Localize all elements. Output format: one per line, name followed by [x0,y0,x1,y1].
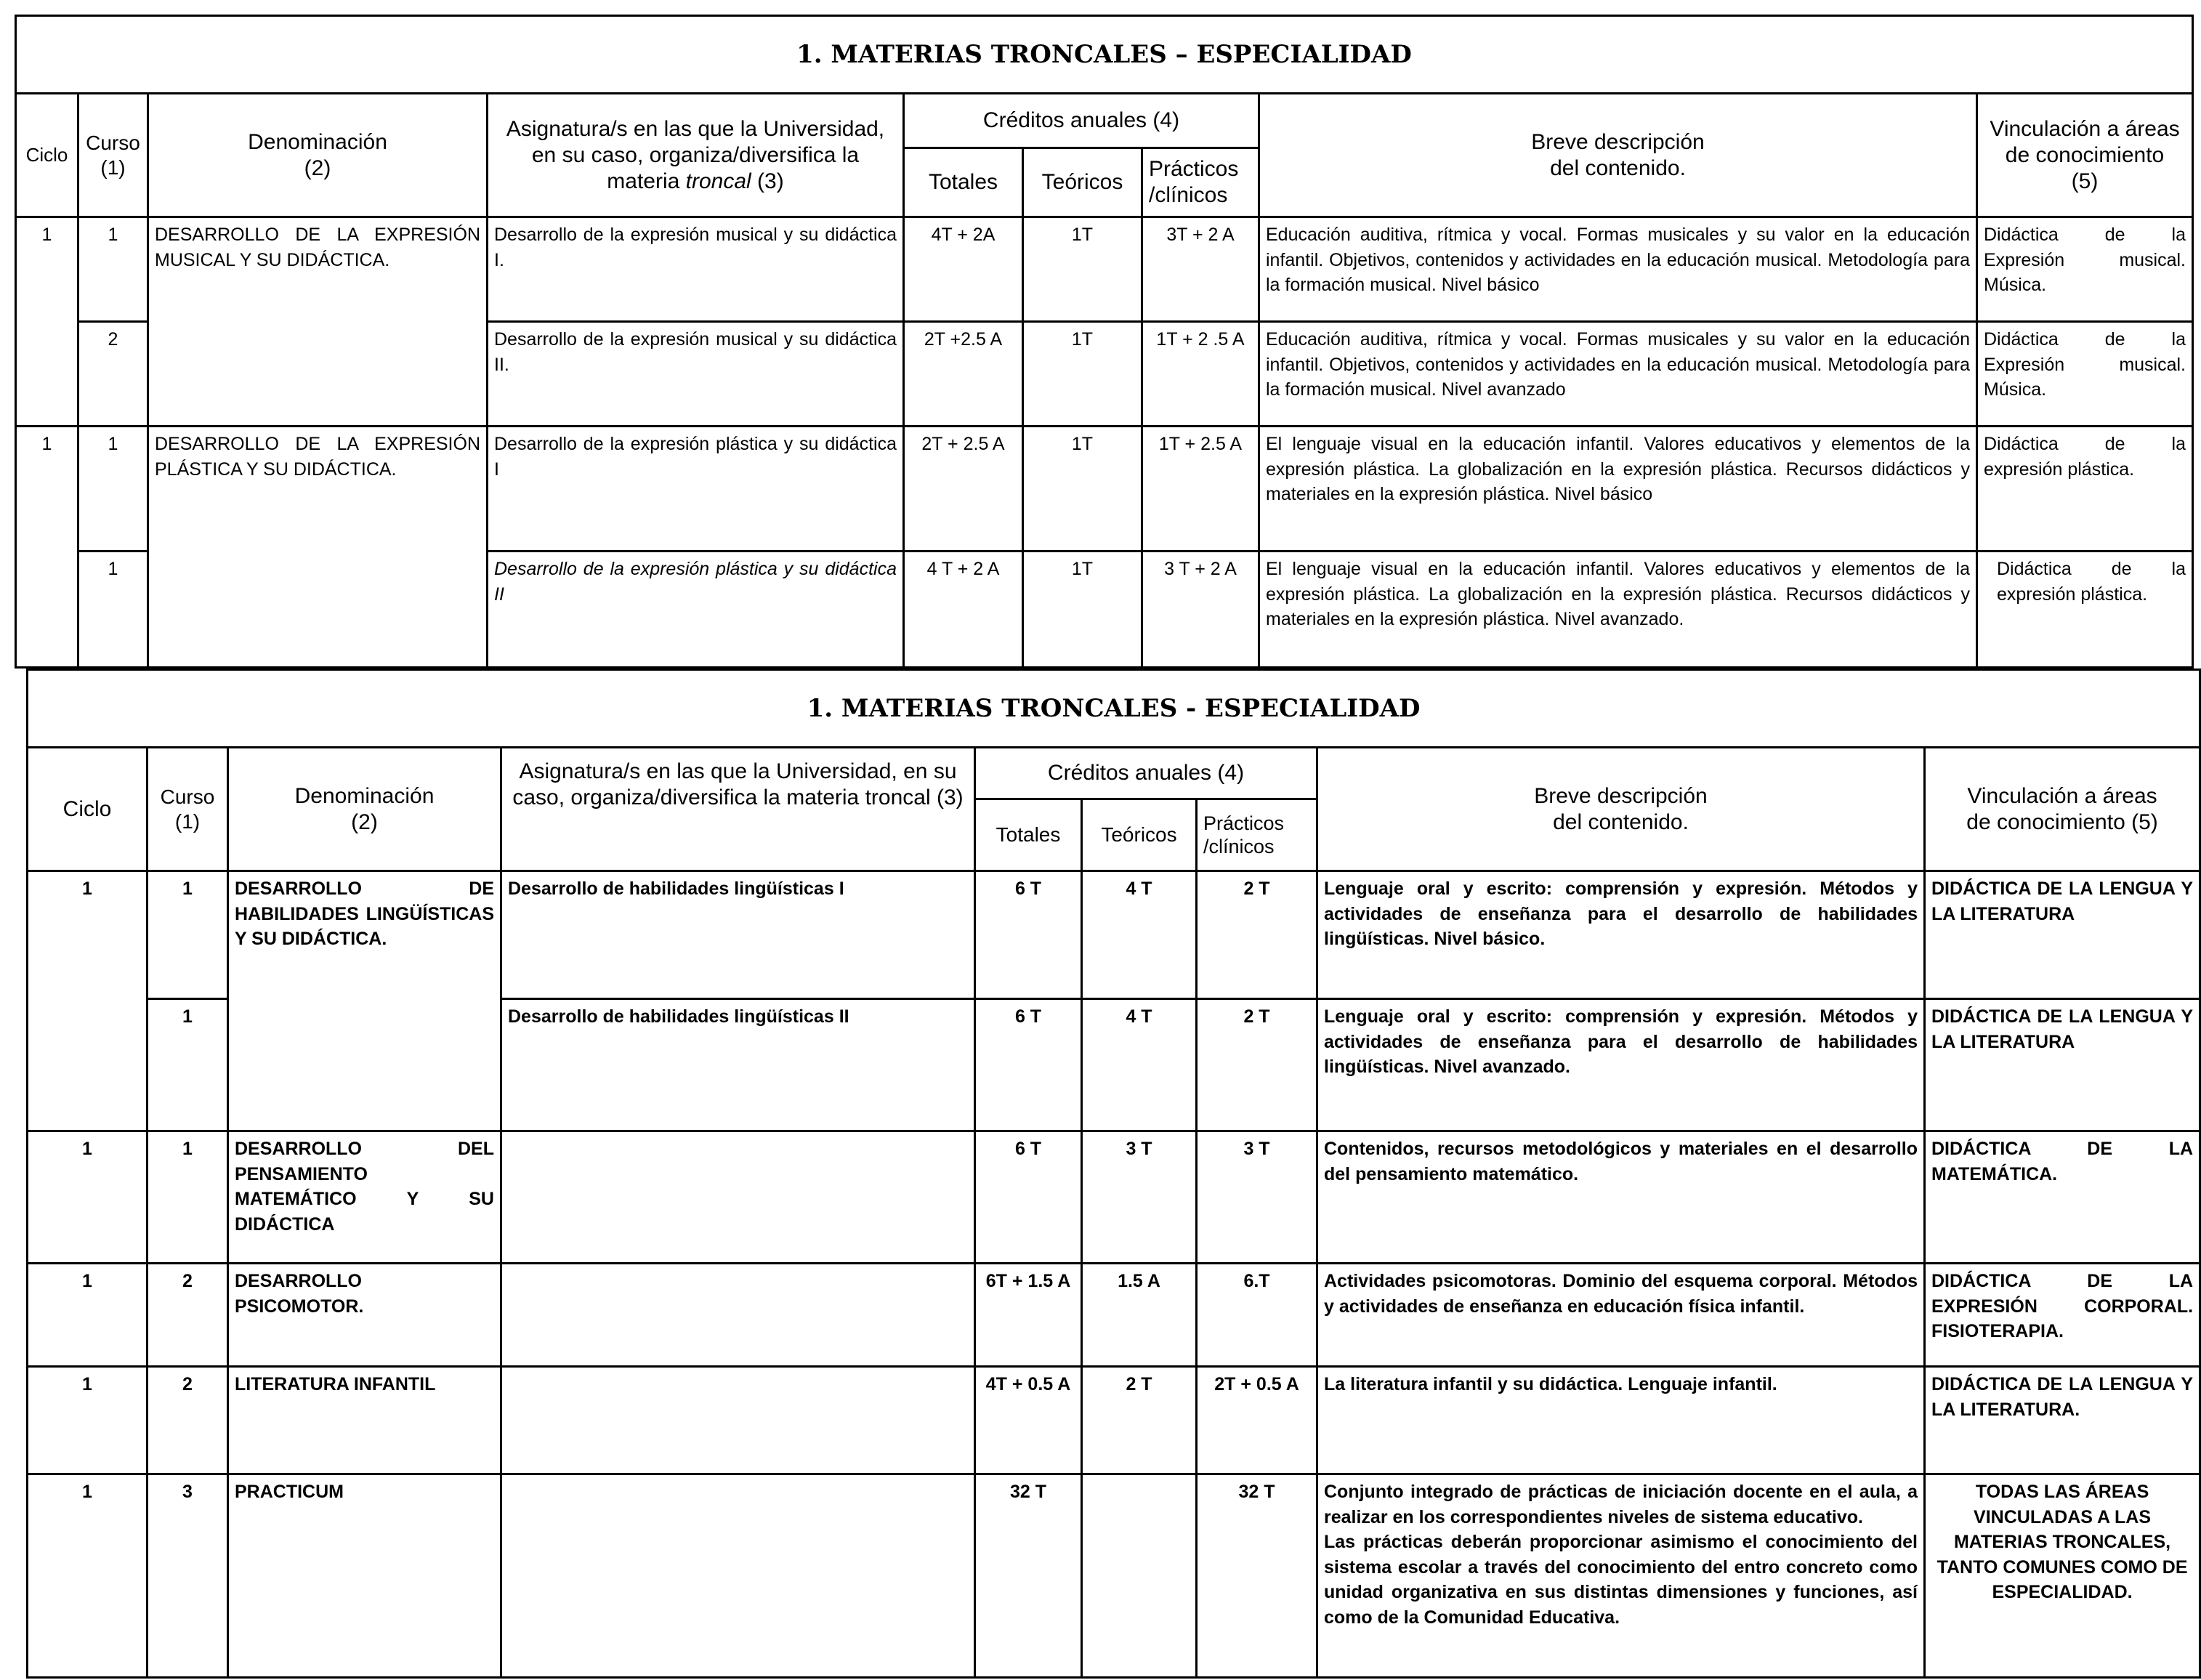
vinculacion-cell: Didáctica de la Expresión musical. Música. [1977,322,2193,427]
descripcion-cell: Lenguaje oral y escrito: comprensión y expresión. Métodos y actividades de enseñanza para el desarrollo de habilidades lingüísticas. Nivel avanzado. [1317,999,1925,1131]
materias-table-1 [15,15,2194,669]
practicos-cell: 32 T [1197,1474,1317,1678]
teoricos-cell: 4 T [1082,999,1197,1131]
asignatura-cell: Desarrollo de la expresión plástica y su didáctica II [488,552,904,668]
header-practicos: Prácticos /clínicos [1142,148,1259,217]
curso-cell: 1 [78,217,148,322]
descripcion-cell: El lenguaje visual en la educación infantil. Valores educativos y elementos de la expresión plástica. La globalización en la expresión plástica. Recursos didácticos y materiales en la expresión plástica. Nivel avanzado. [1259,552,1977,668]
practicos-cell: 6.T [1197,1264,1317,1367]
practicos-cell: 2 T [1197,999,1317,1131]
header-teoricos: Teóricos [1023,148,1142,217]
curso-cell: 1 [148,871,228,999]
teoricos-cell: 2 T [1082,1367,1197,1474]
descripcion-cell: Actividades psicomotoras. Dominio del esquema corporal. Métodos y actividades de enseñanza en educación física infantil. [1317,1264,1925,1367]
ciclo-cell: 1 [28,1131,148,1264]
teoricos-cell: 1T [1023,217,1142,322]
denominacion-cell: DESARROLLO DE LA EXPRESIÓN MUSICAL Y SU DIDÁCTICA. [148,217,488,427]
totales-cell: 6 T [975,1131,1082,1264]
descripcion-cell: El lenguaje visual en la educación infantil. Valores educativos y elementos de la expresión plástica. La globalización en la expresión plástica. Recursos didácticos y materiales en la expresión plástica. Nivel básico [1259,427,1977,552]
totales-cell: 2T +2.5 A [904,322,1023,427]
header-denominacion: Denominación (2) [228,748,501,871]
descripcion-cell: Educación auditiva, rítmica y vocal. Formas musicales y su valor en la educación infantil. Objetivos, contenidos y actividades en la educación musical. Metodología para la formación musical. Nivel avanzado [1259,322,1977,427]
ciclo-cell: 1 [28,1474,148,1678]
header-totales: Totales [975,799,1082,871]
curso-cell: 1 [148,999,228,1131]
ciclo-cell: 1 [28,1367,148,1474]
curso-cell: 2 [78,322,148,427]
descripcion-cell [1317,1474,1925,1678]
teoricos-cell: 3 T [1082,1131,1197,1264]
teoricos-cell: 4 T [1082,871,1197,999]
curso-cell: 2 [148,1264,228,1367]
ciclo-cell: 1 [28,1264,148,1367]
header-vinculacion: Vinculación a áreas de conocimiento (5) [1925,748,2200,871]
totales-cell: 4 T + 2 A [904,552,1023,668]
vinculacion-cell: DIDÁCTICA DE LA MATEMÁTICA. [1925,1131,2200,1264]
totales-cell: 2T + 2.5 A [904,427,1023,552]
asignatura-cell: Desarrollo de habilidades lingüísticas II [501,999,975,1131]
descripcion-cell: Lenguaje oral y escrito: comprensión y expresión. Métodos y actividades de enseñanza para el desarrollo de habilidades lingüísticas. Nivel básico. [1317,871,1925,999]
ciclo-cell: 1 [28,871,148,1131]
header-practicos: Prácticos /clínicos [1197,799,1317,871]
denominacion-cell: LITERATURA INFANTIL [228,1367,501,1474]
header-asignatura-text: Asignatura/s en las que la Universidad, en su caso, organiza/diversifica la materia [506,116,885,193]
header-creditos: Créditos anuales (4) [975,748,1317,799]
teoricos-cell: 1T [1023,552,1142,668]
vinculacion-cell: Didáctica de la expresión plástica. [1977,427,2193,552]
header-teoricos: Teóricos [1082,799,1197,871]
totales-cell: 4T + 0.5 A [975,1367,1082,1474]
practicos-cell: 2 T [1197,871,1317,999]
ciclo-cell: 1 [16,217,78,427]
descripcion-cell: La literatura infantil y su didáctica. Lenguaje infantil. [1317,1367,1925,1474]
header-descripcion: Breve descripción del contenido. [1259,94,1977,217]
practicos-cell: 3 T [1197,1131,1317,1264]
header-vinculacion: Vinculación a áreas de conocimiento (5) [1977,94,2193,217]
vinculacion-cell: DIDÁCTICA DE LA LENGUA Y LA LITERATURA [1925,999,2200,1131]
asignatura-cell: Desarrollo de la expresión musical y su didáctica II. [488,322,904,427]
denominacion-cell: DESARROLLO DE LA EXPRESIÓN PLÁSTICA Y SU DIDÁCTICA. [148,427,488,668]
asignatura-cell [501,1367,975,1474]
teoricos-cell: 1T [1023,322,1142,427]
header-asignatura-note: (3) [757,169,784,193]
header-creditos: Créditos anuales (4) [904,94,1259,148]
asignatura-cell [501,1131,975,1264]
denominacion-cell: DESARROLLO PSICOMOTOR. [228,1264,501,1367]
vinculacion-cell: Didáctica de la expresión plástica. [1977,552,2193,668]
totales-cell: 6 T [975,871,1082,999]
table-title: 1. MATERIAS TRONCALES – ESPECIALIDAD [16,16,2193,94]
vinculacion-cell: DIDÁCTICA DE LA EXPRESIÓN CORPORAL. FISIOTERAPIA. [1925,1264,2200,1367]
header-curso: Curso (1) [78,94,148,217]
teoricos-cell: 1T [1023,427,1142,552]
header-descripcion: Breve descripción del contenido. [1317,748,1925,871]
practicos-cell: 3T + 2 A [1142,217,1259,322]
teoricos-cell: 1.5 A [1082,1264,1197,1367]
header-ciclo: Ciclo [16,94,78,217]
curso-cell: 1 [78,552,148,668]
denominacion-cell: PRACTICUM [228,1474,501,1678]
teoricos-cell [1082,1474,1197,1678]
totales-cell: 6T + 1.5 A [975,1264,1082,1367]
descripcion-paragraph: Las prácticas deberán proporcionar asimismo el conocimiento del sistema escolar a través del conocimiento del entro concreto como unidad organizativa en sus distintas dimensiones y funciones, así como de la Comunidad Educativa. [1324,1532,1918,1628]
table-title: 1. MATERIAS TRONCALES - ESPECIALIDAD [28,670,2200,748]
descripcion-cell: Educación auditiva, rítmica y vocal. Formas musicales y su valor en la educación infantil. Objetivos, contenidos y actividades en la educación musical. Metodología para la formación musical. Nivel básico [1259,217,1977,322]
totales-cell: 4T + 2A [904,217,1023,322]
header-asignatura: Asignatura/s en las que la Universidad, en su caso, organiza/diversifica la materia troncal (3) [501,748,975,871]
curso-cell: 1 [78,427,148,552]
totales-cell: 6 T [975,999,1082,1131]
denominacion-cell: DESARROLLO DEL PENSAMIENTO MATEMÁTICO Y SU DIDÁCTICA [228,1131,501,1264]
header-totales: Totales [904,148,1023,217]
descripcion-paragraph: Conjunto integrado de prácticas de iniciación docente en el aula, a realizar en los correspondientes niveles de sistema educativo. [1324,1482,1918,1527]
asignatura-cell [501,1264,975,1367]
denominacion-cell: DESARROLLO DE HABILIDADES LINGÜÍSTICAS Y SU DIDÁCTICA. [228,871,501,1131]
asignatura-cell: Desarrollo de la expresión plástica y su didáctica I [488,427,904,552]
totales-cell: 32 T [975,1474,1082,1678]
ciclo-cell: 1 [16,427,78,668]
practicos-cell: 1T + 2 .5 A [1142,322,1259,427]
asignatura-cell: Desarrollo de la expresión musical y su didáctica I. [488,217,904,322]
descripcion-cell: Contenidos, recursos metodológicos y materiales en el desarrollo del pensamiento matemático. [1317,1131,1925,1264]
header-curso: Curso (1) [148,748,228,871]
header-asignatura [488,94,904,217]
practicos-cell: 3 T + 2 A [1142,552,1259,668]
header-asignatura-troncal: troncal [685,169,751,193]
vinculacion-cell: TODAS LAS ÁREAS VINCULADAS A LAS MATERIAS TRONCALES, TANTO COMUNES COMO DE ESPECIALIDAD. [1925,1474,2200,1678]
curso-cell: 1 [148,1131,228,1264]
header-ciclo: Ciclo [28,748,148,871]
materias-table-2 [26,669,2201,1679]
vinculacion-cell: DIDÁCTICA DE LA LENGUA Y LA LITERATURA [1925,871,2200,999]
vinculacion-cell: Didáctica de la Expresión musical. Música. [1977,217,2193,322]
curso-cell: 3 [148,1474,228,1678]
practicos-cell: 1T + 2.5 A [1142,427,1259,552]
practicos-cell: 2T + 0.5 A [1197,1367,1317,1474]
vinculacion-cell: DIDÁCTICA DE LA LENGUA Y LA LITERATURA. [1925,1367,2200,1474]
asignatura-cell: Desarrollo de habilidades lingüísticas I [501,871,975,999]
header-denominacion: Denominación (2) [148,94,488,217]
asignatura-cell [501,1474,975,1678]
curso-cell: 2 [148,1367,228,1474]
